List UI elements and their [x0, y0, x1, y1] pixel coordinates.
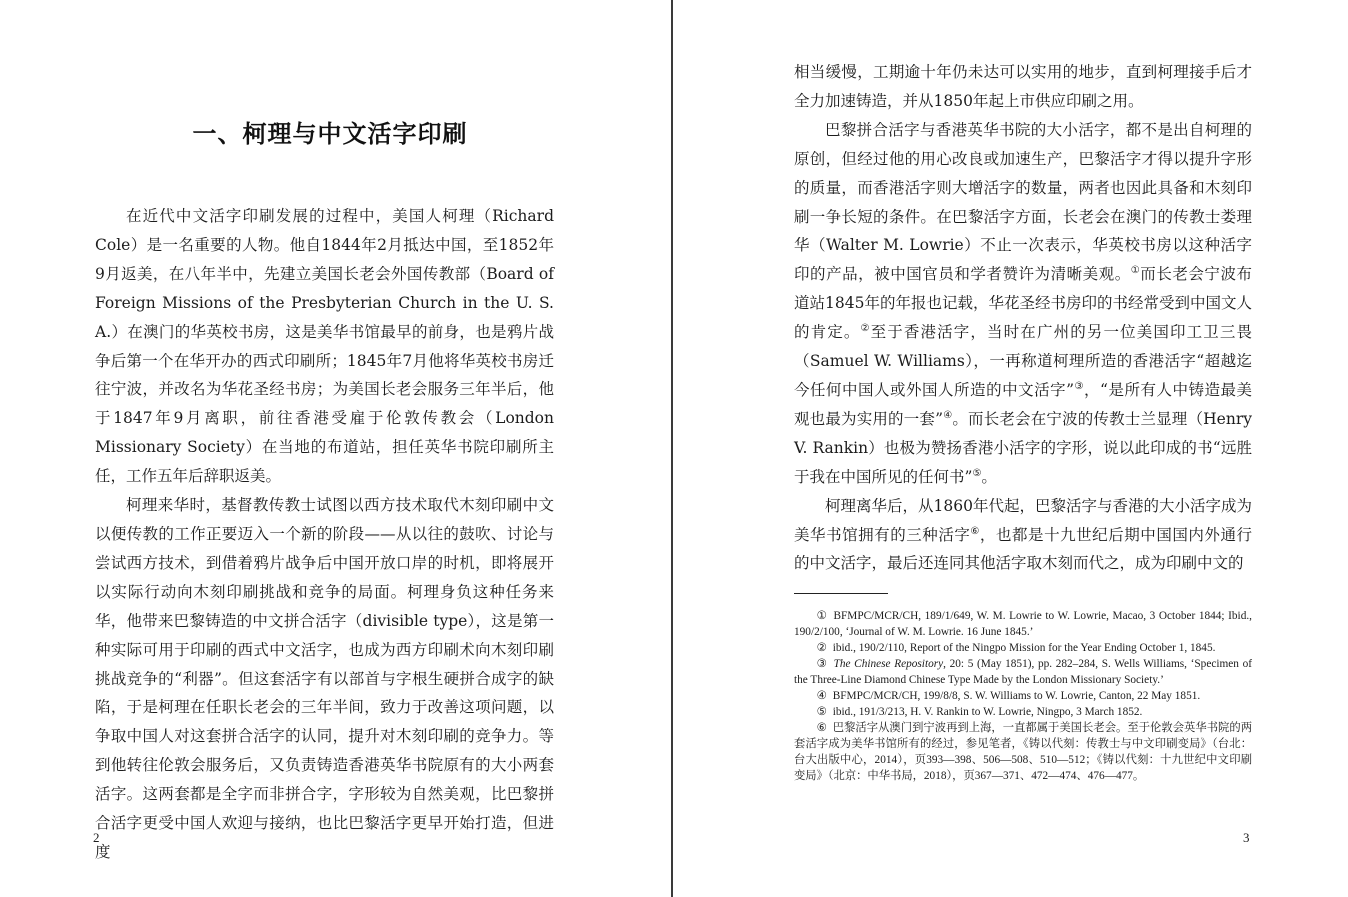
text-segment: 而长老会宁波布道站1845年的年报也记载，华花圣经书房印的书经常受到中国文人的肯定。 — [794, 265, 1252, 342]
text-segment: 。 — [981, 467, 997, 486]
paragraph — [794, 116, 1252, 492]
right-body-text — [794, 58, 1252, 578]
chapter-title: 一、柯理与中文活字印刷 — [192, 119, 468, 148]
footnote-marker: ⑤ — [972, 467, 982, 479]
footnote-marker: ② — [860, 323, 871, 334]
footnote-number: ③ — [816, 658, 828, 670]
footnote-marker: ⑥ — [970, 525, 980, 537]
paragraph-continuation: 相当缓慢，工期逾十年仍未达可以实用的地步，直到柯理接手后才全力加速铸造，并从1850年起上市供应印刷之用。 — [794, 63, 1252, 110]
footnote-text: 巴黎活字从澳门到宁波再到上海，一直都属于美国长老会。至于伦敦会英华书院的两套活字成为美华书馆所有的经过，参见笔者，《铸以代刻：传教士与中文印刷变局》（台北：台大出版中心，2014），页393—398、506—508、510—512；《铸以代刻：十九世纪中文印刷变局》（北京：中华书局，2018），页367—371、472—474、476—477。 — [794, 722, 1252, 782]
footnote-number: ⑥ — [816, 722, 827, 734]
text-segment: ，也都是十九世纪后期中国国内外通行的中文活字，最后还连同其他活字取木刻而代之，成为印刷中文的 — [794, 525, 1252, 573]
text-segment: 至于香港活字，当时在广州的另一位美国印工卫三畏（Samuel W. Williams），一再称道柯理所造的香港活字“超越迄今任何中国人或外国人所造的中文活字” — [794, 323, 1252, 399]
footnote-text: ibid., 190/2/110, Report of the Ningpo Mission for the Year Ending October 1, 1845. — [832, 642, 1216, 654]
footnote-text: , 20: 5 (May 1851), pp. 282–284, S. Wells Williams, ‘Specimen of the Three-Line Diamond Chinese Type Made by the London Missionary Society.’ — [794, 658, 1252, 686]
footnote-text: ibid., 191/3/213, H. V. Rankin to W. Lowrie, Ningpo, 3 March 1852. — [832, 706, 1143, 718]
text-segment: 柯理离华后，从1860年代起，巴黎活字与香港的大小活字成为美华书馆拥有的三种活字 — [794, 496, 1252, 544]
footnote-marker: ③ — [1074, 380, 1085, 392]
footnote — [794, 640, 1252, 656]
footnote-number: ④ — [816, 690, 827, 702]
left-body-text — [95, 202, 554, 867]
text-segment: 。而长老会在宁波的传教士兰显理（Henry V. Rankin）也极为赞扬香港小活字的字形，说以此印成的书“远胜于我在中国所见的任何书” — [794, 409, 1252, 486]
footnote-marker: ④ — [943, 409, 953, 421]
footnote-separator — [794, 593, 888, 594]
footnote-number: ⑤ — [816, 706, 827, 718]
footnote-text: BFMPC/MCR/CH, 189/1/649, W. M. Lowrie to W. Lowrie, Macao, 3 October 1844; Ibid., 190/2/100, ‘Journal of W. M. Lowrie. 16 June 1845.’ — [794, 610, 1252, 638]
footnote — [794, 608, 1252, 640]
footnote-text: BFMPC/MCR/CH, 199/8/8, S. W. Williams to W. Lowrie, Canton, 22 May 1851. — [832, 690, 1201, 702]
page-number: 3 — [1243, 830, 1250, 845]
footnote — [794, 704, 1252, 720]
paragraph — [794, 492, 1252, 579]
right-page — [675, 0, 1348, 897]
text-segment: 巴黎拼合活字与香港英华书院的大小活字，都不是出自柯理的原创，但经过他的用心改良或加速生产，巴黎活字才得以提升字形的质量，而香港活字则大增活字的数量，两者也因此具备和木刻印刷一争长短的条件。在巴黎活字方面，长老会在澳门的传教士娄理华（Walter M. Lowrie）不止一次表示，华英校书房以这种活字印的产品，被中国官员和学者赞许为清晰美观。 — [794, 120, 1252, 284]
footnote-number: ② — [816, 642, 827, 654]
footnotes — [794, 608, 1252, 784]
left-page — [0, 0, 671, 897]
footnote — [794, 688, 1252, 704]
footnote — [794, 656, 1252, 688]
paragraph: 在近代中文活字印刷发展的过程中，美国人柯理（Richard Cole）是一名重要的人物。他自1844年2月抵达中国，至1852年9月返美，在八年半中，先建立美国长老会外国传教部（Board of Foreign Missions of the Presbyterian Church in the U. S. A.）在澳门的华英校书房，这是美华书馆最早的前身，也是鸦片战争后第一个在华开办的西式印刷所；1845年7月他将华英校书房迁往宁波，并改名为华花圣经书房；为美国长老会服务三年半后，他于1847年9月离职，前往香港受雇于伦敦传教会（London Missionary Society）在当地的布道站，担任英华书院印刷所主任，工作五年后辞职返美。 — [95, 207, 554, 486]
footnote-journal-title: The Chinese Repository — [833, 658, 944, 670]
footnote-number: ① — [816, 610, 828, 622]
page-number: 2 — [93, 830, 100, 845]
footnote-marker: ① — [1130, 265, 1141, 277]
footnote — [794, 720, 1252, 784]
text-segment: ，“是所有人中铸造最美观也最为实用的一套” — [794, 380, 1252, 428]
book-spine-divider — [671, 0, 673, 897]
paragraph: 柯理来华时，基督教传教士试图以西方技术取代木刻印刷中文以便传教的工作正要迈入一个新的阶段——从以往的鼓吹、讨论与尝试西方技术，到借着鸦片战争后中国开放口岸的时机，即将展开以实际行动向木刻印刷挑战和竞争的局面。柯理身负这种任务来华，他带来巴黎铸造的中文拼合活字（divisible type），这是第一种实际可用于印刷的西式中文活字，也成为西方印刷术向木刻印刷挑战竞争的“利器”。但这套活字有以部首与字根生硬拼合成字的缺陷，于是柯理在任职长老会的三年半间，致力于改善这项问题，以争取中国人对这套拼合活字的认同，提升对木刻印刷的竞争力。等到他转往伦敦会服务后，又负责铸造香港英华书院原有的大小两套活字。这两套都是全字而非拼合字，字形较为自然美观，比巴黎拼合活字更受中国人欢迎与接纳，也比巴黎活字更早开始打造，但进度 — [95, 496, 554, 861]
